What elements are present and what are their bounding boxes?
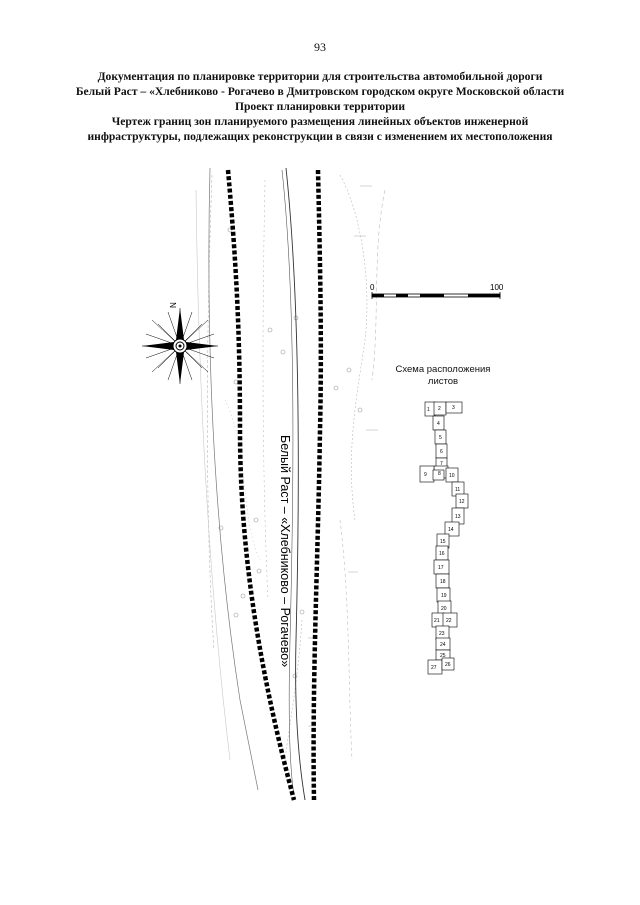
scale-start-label: 0 [370,283,375,292]
header-line-4: Чертеж границ зон планируемого размещения линейных объектов инженерной [111,115,529,128]
sheet-number: 23 [439,631,445,637]
sheet-number: 11 [455,487,461,493]
sheet-number: 21 [434,618,440,624]
sheet-number: 9 [424,472,427,478]
compass-rose-icon [142,308,218,384]
zone-boundary-right [314,170,321,800]
sheet-number: 15 [440,539,446,545]
sheet-number: 13 [455,514,461,520]
page-number: 93 [314,40,326,54]
compass-north-label: N [169,302,178,308]
sheet-number: 10 [449,473,455,479]
header-line-2: Белый Раст – «Хлебниково - Рогачево в Дмитровском городском округе Московской области [75,85,565,98]
sheet-number: 22 [446,618,452,624]
header-line-3: Проект планировки территории [234,100,406,113]
scale-bar [370,283,504,299]
sheet-number: 14 [448,527,454,533]
sheet-number: 18 [440,579,446,585]
scale-end-label: 100 [490,283,504,292]
sheet-number: 6 [440,449,443,455]
road-label: Белый Раст – «Хлебниково – Рогачево» [278,435,292,668]
schema-title-line-1: Схема расположения [395,364,491,375]
header-line-5: инфраструктуры, подлежащих реконструкции в связи с изменением их местоположения [87,130,553,143]
sheet-number: 7 [440,461,443,467]
sheet-number: 16 [439,551,445,557]
sheet-number: 17 [438,565,444,571]
header-line-1: Документация по планировке территории для строительства автомобильной дороги [97,70,543,83]
sheet-number: 26 [445,662,451,668]
schema-title-line-2: листов [427,376,459,387]
sheet-number: 4 [437,421,440,427]
sheet-number: 24 [440,642,446,648]
sheet-number: 27 [431,665,437,671]
sheet-number: 1 [427,407,430,413]
sheet-number: 3 [452,405,455,411]
sheet-number: 20 [441,606,447,612]
sheet-number: 25 [440,653,446,659]
sheet-number: 5 [439,435,442,441]
sheet-number: 19 [441,593,447,599]
sheet-number: 2 [438,406,441,412]
road-edge-left [209,168,258,790]
sheet-number: 8 [438,471,441,477]
sheet-number: 12 [459,499,465,505]
